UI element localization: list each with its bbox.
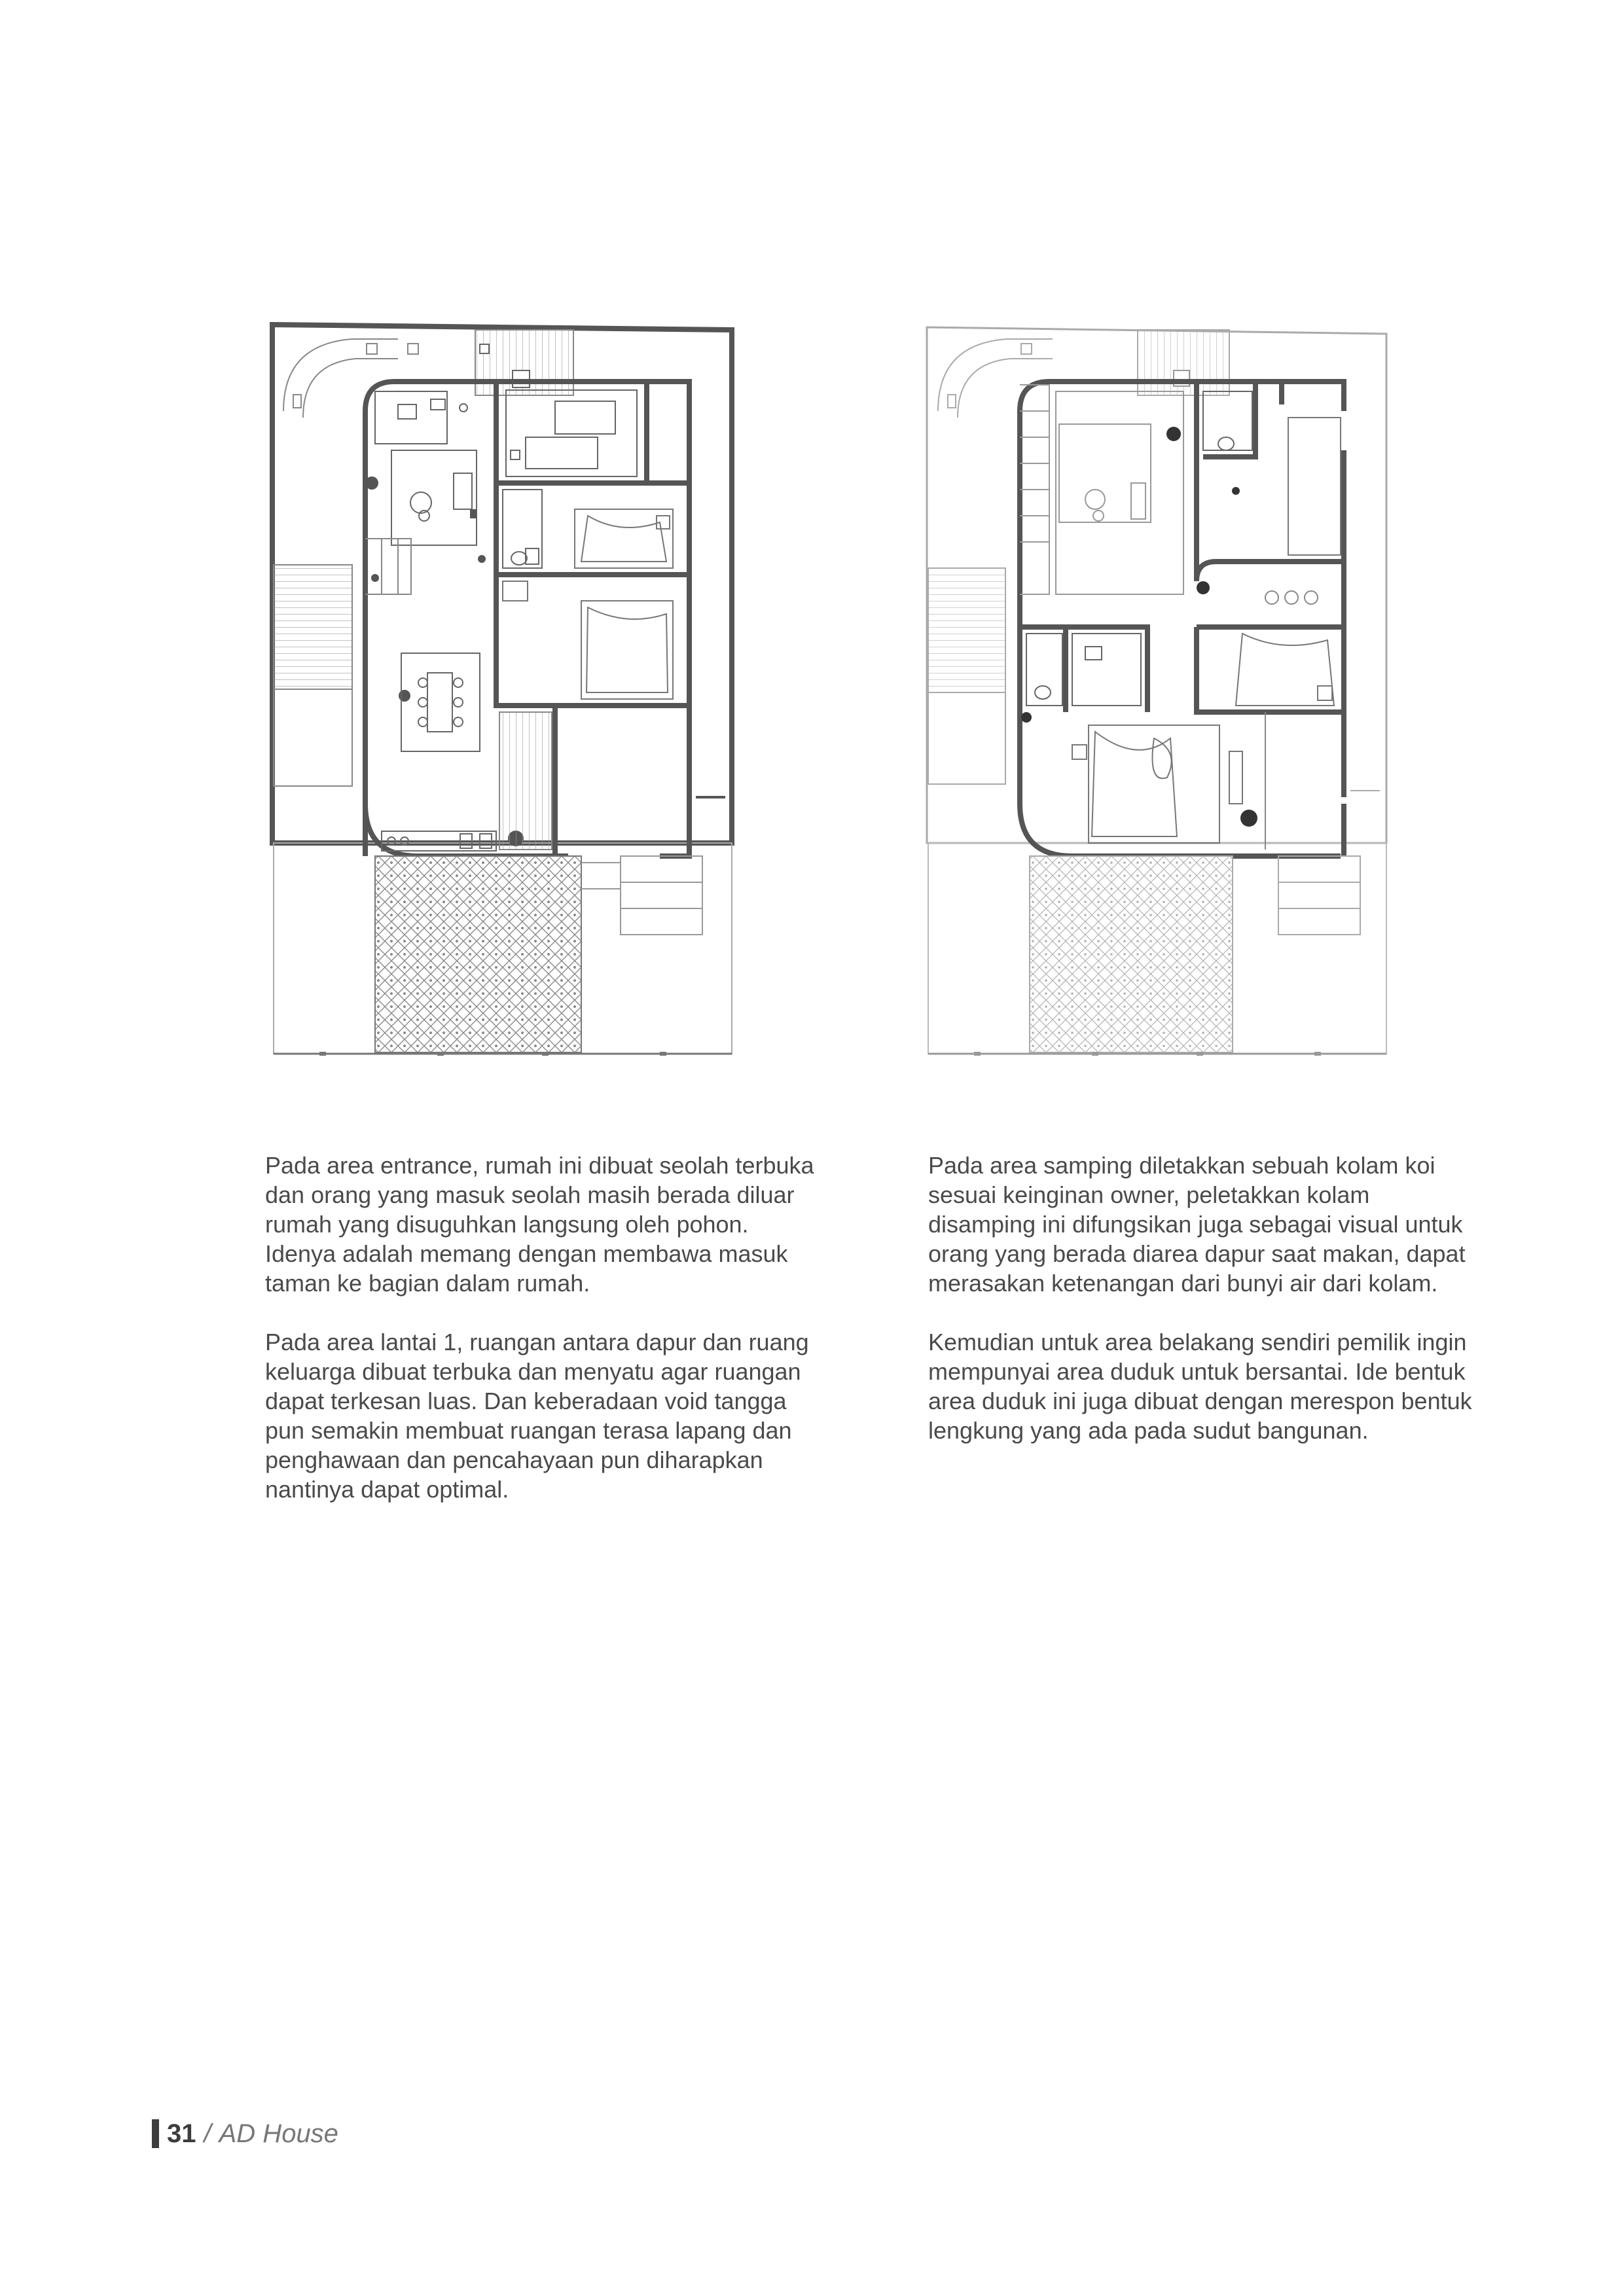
footer-title: AD House <box>219 2119 338 2148</box>
paragraph: Pada area lantai 1, ruangan antara dapur dan ruang keluarga dibuat terbuka dan menyatu agar ruangan dapat terkesan luas. Dan keberadaan void tangga pun semakin membuat ruangan terasa lapang dan penghawaan dan pencahayaan pun diharapkan nantinya dapat optimal. <box>265 1329 809 1503</box>
bed-icon <box>575 509 673 568</box>
paragraph: Kemudian untuk area belakang sendiri pemilik ingin mempunyai area duduk untuk bersantai. Ide bentuk area duduk ini juga dibuat dengan merespon bentuk lengkung yang ada pada sudut bangunan. <box>928 1329 1472 1444</box>
house-walls-upper <box>1020 382 1344 856</box>
living-furniture <box>375 391 477 545</box>
floor-plan-ground <box>267 319 738 1059</box>
bathroom-icon <box>503 490 542 568</box>
text-column-left <box>265 1151 815 1534</box>
bathroom-icon <box>1026 391 1252 706</box>
paragraph: Pada area entrance, rumah ini dibuat seolah terbuka dan orang yang masuk seolah masih berada diluar rumah yang disuguhkan langsung oleh pohon. Idenya adalah memang dengan membawa masuk taman ke bagian dalam rumah. <box>265 1152 814 1297</box>
plant-icon <box>1166 427 1181 441</box>
floor-plan-upper <box>922 319 1393 1059</box>
text-column-right <box>928 1151 1478 1475</box>
garden-paving <box>375 856 581 1052</box>
page-number: 31 <box>167 2119 196 2148</box>
stairs <box>365 539 411 594</box>
plant-icon <box>365 476 378 490</box>
deck-side <box>274 565 352 689</box>
footer-bar-icon <box>152 2119 159 2148</box>
dining-table-icon <box>401 653 480 751</box>
page-footer <box>152 2119 338 2148</box>
paragraph: Pada area samping diletakkan sebuah kolam koi sesuai keinginan owner, peletakkan kolam disamping ini difungsikan juga sebagai visual untuk orang yang berada diarea dapur saat makan, dapat merasakan ketenangan dari bunyi air dari kolam. <box>928 1152 1466 1297</box>
bed-icon <box>1072 418 1341 843</box>
footer-separator: / <box>204 2119 211 2148</box>
